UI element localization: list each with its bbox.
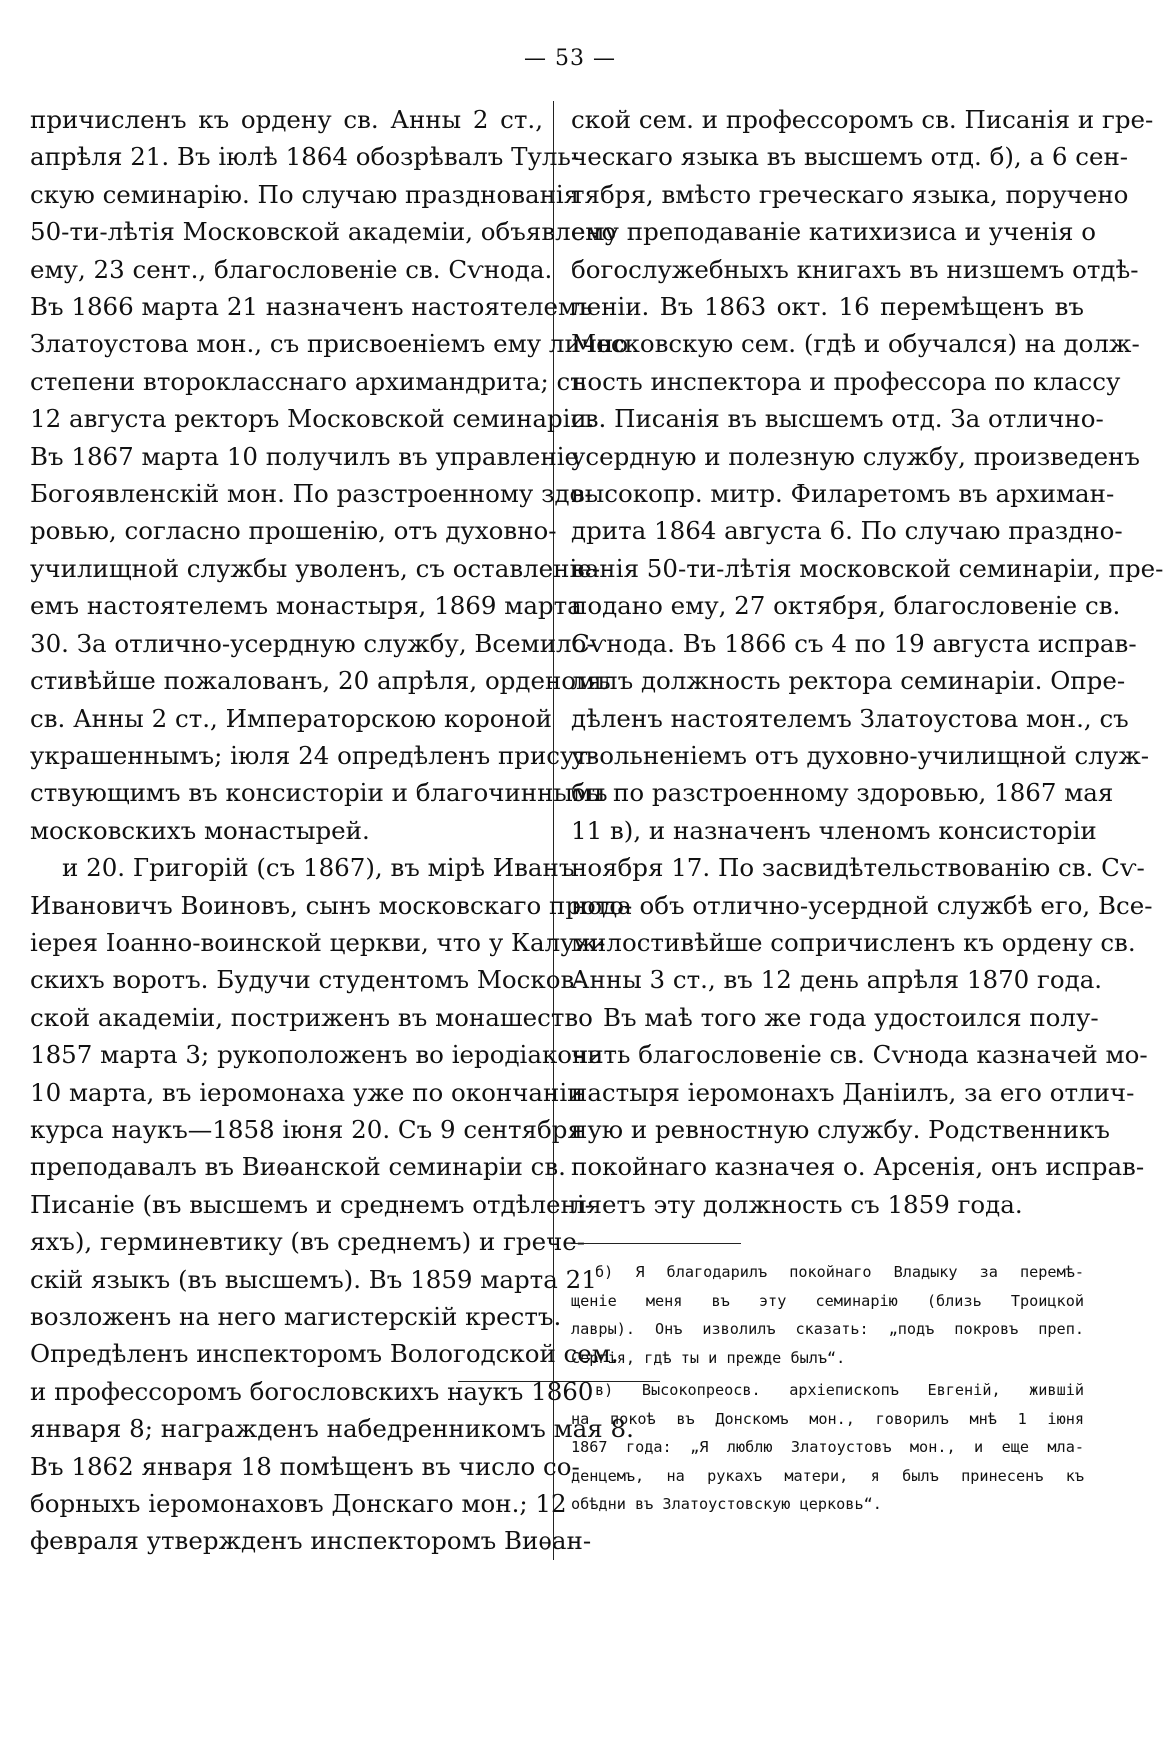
- text-line: подано ему, 27 октября, благословеніе св.: [571, 591, 1121, 621]
- footnote: [571, 1376, 1084, 1519]
- text-line: ванія 50-ти-лѣтія московской семинаріи, пре-: [571, 553, 1163, 583]
- text-line: нода объ отлично-усердной службѣ его, Все-: [571, 890, 1153, 920]
- text-line: Въ 1866 марта 21 назначенъ настоятелемъ: [30, 292, 593, 322]
- text-line: Въ 1862 января 18 помѣщенъ въ число со-: [30, 1451, 580, 1481]
- text-line: Въ маѣ того же года удостоился полу-: [603, 1002, 1099, 1032]
- text-line: Опредѣленъ инспекторомъ Вологодской сем.: [30, 1339, 619, 1369]
- text-line: и 20. Григорій (съ 1867), въ мірѣ Иванъ: [62, 853, 575, 883]
- text-line: леніи. Въ 1863 окт. 16 перемѣщенъ въ: [571, 292, 1084, 322]
- text-line: дрита 1864 августа 6. По случаю праздно-: [571, 516, 1123, 546]
- text-line: Московскую сем. (гдѣ и обучался) на долж-: [571, 329, 1140, 359]
- text-line: ческаго языка въ высшемъ отд. б), а 6 сен-: [571, 142, 1129, 172]
- text-line: усердную и полезную службу, произведенъ: [571, 441, 1140, 471]
- text-line: стивѣйше пожалованъ, 20 апрѣля, орденомъ: [30, 666, 611, 696]
- footnote-line: на покоѣ въ Донскомъ мон., говорилъ мнѣ 1 іюня: [571, 1409, 1084, 1428]
- text-line: тября, вмѣсто греческаго языка, поручено: [571, 179, 1129, 209]
- text-line: скій языкъ (въ высшемъ). Въ 1859 марта 21: [30, 1264, 597, 1294]
- text-line: 50-ти-лѣтія Московской академіи, объявлено: [30, 217, 617, 247]
- text-line: украшеннымъ; іюля 24 опредѣленъ присут-: [30, 740, 597, 770]
- text-line: Богоявленскій мон. По разстроенному здо-: [30, 479, 593, 509]
- text-line: св. Писанія въ высшемъ отд. За отлично-: [571, 404, 1104, 434]
- footnote-line: в) Высокопреосв. архіепископъ Евгеній, жившій: [595, 1381, 1084, 1400]
- text-line: и профессоромъ богословскихъ наукъ 1860: [30, 1376, 594, 1406]
- footnote-divider: [571, 1243, 741, 1244]
- page-end-rule: [458, 1381, 660, 1382]
- text-line: богослужебныхъ книгахъ въ низшемъ отдѣ-: [571, 254, 1139, 284]
- text-line: февраля утвержденъ инспекторомъ Виѳан-: [30, 1526, 592, 1556]
- footnote-line: лавры). Онъ изволилъ сказать: „подъ покровъ преп.: [571, 1320, 1084, 1339]
- footnote-line: Сергія, гдѣ ты и прежде былъ“.: [571, 1348, 846, 1367]
- text-line: причисленъ къ ордену св. Анны 2 ст.,: [30, 105, 543, 134]
- text-line: Въ 1867 марта 10 получилъ въ управленіе: [30, 441, 580, 471]
- footnote-line: обѣдни въ Златоустовскую церковь“.: [571, 1495, 882, 1514]
- text-line: милостивѣйше сопричисленъ къ ордену св.: [571, 927, 1136, 957]
- footnotes: [571, 1258, 1084, 1519]
- text-line: 30. За отлично-усердную службу, Всемило-: [30, 628, 595, 658]
- footnote: [571, 1258, 1084, 1372]
- text-line: апрѣля 21. Въ іюлѣ 1864 обозрѣвалъ Туль-: [30, 142, 580, 172]
- text-line: борныхъ іеромонаховъ Донскаго мон.; 12: [30, 1489, 567, 1519]
- text-line: Ивановичъ Воиновъ, сынъ московскаго прото-: [30, 890, 633, 920]
- text-line: высокопр. митр. Филаретомъ въ архиман-: [571, 479, 1115, 509]
- text-line: чить благословеніе св. Сѵнода казначей мо-: [571, 1040, 1148, 1070]
- text-line: покойнаго казначея о. Арсенія, онъ исправ-: [571, 1152, 1145, 1182]
- right-column-text: [571, 101, 1163, 1223]
- text-line: скихъ воротъ. Будучи студентомъ Москов-: [30, 965, 583, 995]
- text-line: ской академіи, постриженъ въ монашество: [30, 1002, 593, 1032]
- text-line: 1857 марта 3; рукоположенъ во іеродіакона: [30, 1040, 603, 1070]
- text-line: Златоустова мон., съ присвоеніемъ ему лично: [30, 329, 629, 359]
- text-line: бы по разстроенному здоровью, 1867 мая: [571, 778, 1114, 808]
- text-line: Сѵнода. Въ 1866 съ 4 по 19 августа исправ-: [571, 628, 1137, 658]
- footnote-line: денцемъ, на рукахъ матери, я былъ принесенъ къ: [571, 1466, 1084, 1485]
- text-line: увольненіемъ отъ духовно-училищной служ-: [571, 740, 1150, 770]
- text-line: курса наукъ—1858 іюня 20. Съ 9 сентября: [30, 1114, 583, 1144]
- text-line: ему преподаваніе катихизиса и ученія о: [571, 217, 1097, 247]
- text-line: ствующимъ въ консисторіи и благочиннымъ: [30, 778, 608, 808]
- text-line: Анны 3 ст., въ 12 день апрѣля 1870 года.: [571, 965, 1103, 995]
- text-line: настыря іеромонахъ Даніилъ, за его отлич-: [571, 1077, 1135, 1107]
- text-line: ему, 23 сент., благословеніе св. Сѵнода.: [30, 254, 553, 284]
- text-line: училищной службы уволенъ, съ оставленіе-: [30, 553, 601, 583]
- text-line: возложенъ на него магистерскій крестъ.: [30, 1302, 562, 1331]
- text-line: скую семинарію. По случаю празднованія: [30, 179, 580, 209]
- text-line: ской сем. и профессоромъ св. Писанія и гре-: [571, 105, 1154, 134]
- page-number: — 53 —: [524, 46, 616, 71]
- text-line: 12 августа ректоръ Московской семинаріи.: [30, 404, 595, 434]
- text-line: ровью, согласно прошенію, отъ духовно-: [30, 516, 557, 546]
- text-line: ноября 17. По засвидѣтельствованію св. Сѵ-: [571, 853, 1145, 883]
- text-line: степени второкласснаго архимандрита; съ: [30, 366, 586, 396]
- text-line: преподавалъ въ Виѳанской семинаріи св.: [30, 1152, 566, 1182]
- text-line: ность инспектора и профессора по классу: [571, 366, 1121, 396]
- right-column: [571, 101, 1163, 1519]
- text-line: св. Анны 2 ст., Императорскою короной: [30, 703, 552, 733]
- text-line: января 8; награжденъ набедренникомъ мая 8.: [30, 1414, 634, 1444]
- text-line: емъ настоятелемъ монастыря, 1869 марта: [30, 591, 582, 621]
- footnote-line: б) Я благодарилъ покойнаго Владыку за перемѣ-: [595, 1263, 1084, 1282]
- text-line: ляетъ эту должность съ 1859 года.: [571, 1189, 1023, 1219]
- text-line: московскихъ монастырей.: [30, 815, 370, 845]
- text-line: 10 марта, въ іеромонаха уже по окончаніи: [30, 1077, 584, 1107]
- text-line: ную и ревностную службу. Родственникъ: [571, 1114, 1110, 1144]
- footnote-line: 1867 года: „Я люблю Златоустовъ мон., и еще мла-: [571, 1438, 1084, 1457]
- text-line: Писаніе (въ высшемъ и среднемъ отдѣлені-: [30, 1189, 593, 1219]
- left-column: [30, 101, 634, 1560]
- text-line: іерея Іоанно-воинской церкви, что у Калуж-: [30, 927, 606, 957]
- text-line: дѣленъ настоятелемъ Златоустова мон., съ: [571, 703, 1129, 733]
- text-line: лялъ должность ректора семинаріи. Опре-: [571, 666, 1126, 696]
- text-line: яхъ), герминевтику (въ среднемъ) и грече-: [30, 1227, 586, 1257]
- footnote-line: щеніе меня въ эту семинарію (близь Троицкой: [571, 1291, 1084, 1310]
- text-line: 11 в), и назначенъ членомъ консисторіи: [571, 815, 1097, 845]
